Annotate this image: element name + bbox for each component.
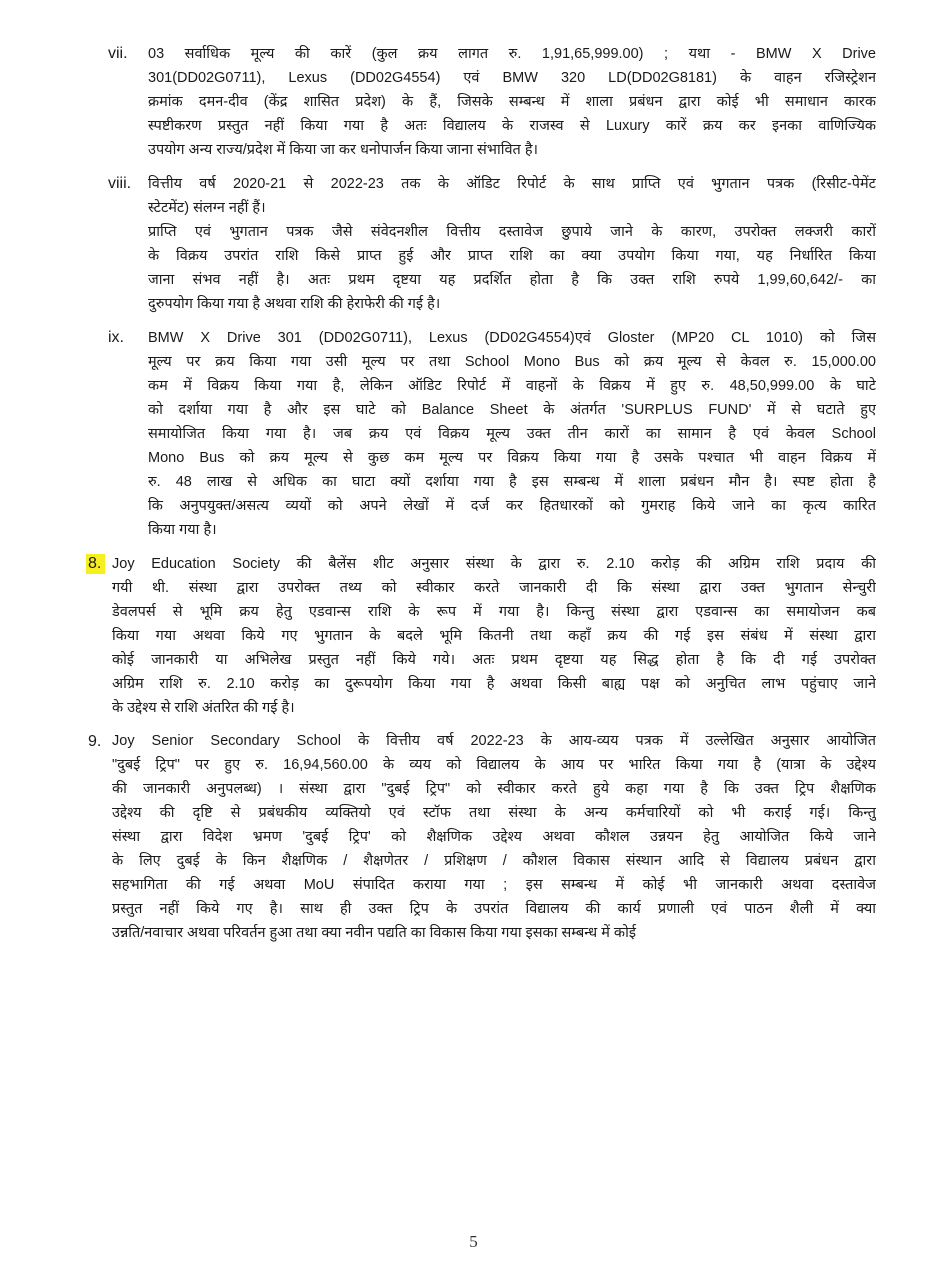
list-marker: viii. (108, 175, 132, 192)
text-line: कम में विक्रय किया गया है, लेकिन ऑडिट रिपोर्ट में वाहनों के विक्रय में हुए रु. 48,50,999.00 के घाटे (148, 378, 876, 394)
text-line: वित्तीय वर्ष 2020-21 से 2022-23 तक के ऑडिट रिपोर्ट के साथ प्राप्ति एवं भुगतान पत्रक (रिसीट-पेमेंट (148, 176, 876, 192)
text-line: के विक्रय उपरांत राशि किसे प्राप्त हुई और प्राप्त राशि का क्या उपयोग किया गया, यह निर्धारित किया (148, 248, 876, 264)
text-line: के उद्देश्य से राशि अंतरित की गई है। (112, 700, 295, 716)
text-line: किया गया अथवा किये गए भुगतान के बदले भूमि कितनी तथा कहाँ क्रय की गई इस संबंध में संस्था द्वारा (112, 628, 876, 644)
text-line: की जानकारी अनुपलब्ध) । संस्था द्वारा "दुबई ट्रिप" को स्वीकार करते हुये कहा गया है कि उक्त ट्रिप शैक्षणिक (112, 781, 876, 797)
text-line: गयी थी. संस्था द्वारा उपरोक्त तथ्य को स्वीकार करते जानकारी दी कि संस्था द्वारा उक्त भुगतान सेन्चुरी (112, 580, 876, 596)
page-number: 5 (469, 1232, 478, 1251)
list-marker: ix. (108, 329, 124, 346)
list-marker: vii. (108, 45, 128, 62)
text-line: मूल्य पर क्रय किया गया उसी मूल्य पर तथा School Mono Bus को क्रय मूल्य से केवल रु. 15,000.00 (148, 354, 876, 370)
text-line: अग्रिम राशि रु. 2.10 करोड़ का दुरूपयोग किया गया है अथवा किसी बाह्य पक्ष को अनुचित लाभ पहुंचाए जाने (112, 676, 876, 692)
text-line: Mono Bus को क्रय मूल्य से कुछ कम मूल्य पर विक्रय किया गया है उसके पश्चात भी वाहन विक्रय में (148, 450, 876, 466)
text-line: "दुबई ट्रिप" पर हुए रु. 16,94,560.00 के व्यय को विद्यालय के आय पर भारित किया गया है (यात्रा के उद्देश्य (112, 757, 876, 773)
list-marker-highlighted: 8. (86, 554, 105, 574)
text-line: समायोजित किया गया है। जब क्रय एवं विक्रय मूल्य उक्त तीन कारों का सामान है एवं केवल School (148, 426, 876, 442)
text-line: उद्देश्य की दृष्टि से प्रबंधकीय व्यक्तियो एवं स्टॉफ तथा संस्था के अन्य कर्मचारियों को भी कराई गई। किन्तु (112, 805, 876, 821)
text-line: प्राप्ति एवं भुगतान पत्रक जैसे संवेदनशील वित्तीय दस्तावेज छुपाये जाने के कारण, उपरोक्त लक्जरी कारों (148, 224, 876, 240)
text-line: रु. 48 लाख से अधिक का घाटा क्यों दर्शाया गया है इस सम्बन्ध में शाला प्रबंधन मौन है। स्पष्ट होता है (148, 474, 876, 490)
text-line: स्पष्टीकरण प्रस्तुत नहीं किया गया है अतः विद्यालय के राजस्व से Luxury कारें क्रय कर इनका वाणिज्यिक (148, 118, 876, 134)
text-line: सहभागिता की गई अथवा MoU संपादित कराया गया ; इस सम्बन्ध में कोई भी जानकारी अथवा दस्तावेज (112, 877, 876, 893)
text-line: BMW X Drive 301 (DD02G0711), Lexus (DD02G4554)एवं Gloster (MP20 CL 1010) को जिस (148, 330, 876, 346)
text-line: Joy Education Society की बैलेंस शीट अनुसार संस्था के द्वारा रु. 2.10 करोड़ की अग्रिम राशि प्रदाय की (112, 556, 876, 572)
text-line: किया गया है। (148, 522, 217, 538)
text-line: जाना संभव नहीं है। अतः प्रथम दृष्टया यह प्रदर्शित होता है कि उक्त राशि रुपये 1,99,60,642/- का (148, 272, 876, 288)
text-line: Joy Senior Secondary School के वित्तीय वर्ष 2022-23 के आय-व्यय पत्रक में उल्लेखित अनुसार आयोजित (112, 733, 876, 749)
text-line: को दर्शाया गया है और इस घाटे को Balance Sheet के अंतर्गत 'SURPLUS FUND' में से घटाते हुए (148, 402, 876, 418)
text-line: संस्था द्वारा विदेश भ्रमण 'दुबई ट्रिप' को शैक्षणिक उद्देश्य अथवा कौशल उन्नयन हेतु आयोजित किये जाने (112, 829, 876, 845)
list-marker: 9. (88, 733, 102, 750)
text-line: कि अनुपयुक्त/असत्य व्ययों को अपने लेखों में दर्ज कर हितधारकों को गुमराह किये जाने का कृत्य कारित (148, 498, 876, 514)
text-line: के लिए दुबई के किन शैक्षणिक / शैक्षणेतर / प्रशिक्षण / कौशल विकास संस्थान आदि से विद्यालय प्रबंधन द्वारा (112, 853, 876, 869)
text-line: 03 सर्वाधिक मूल्य की कारें (कुल क्रय लागत रु. 1,91,65,999.00) ; यथा - BMW X Drive (148, 46, 876, 62)
text-line: दुरुपयोग किया गया है अथवा राशि की हेराफेरी की गई है। (148, 296, 441, 312)
text-line: डेवलपर्स से भूमि क्रय हेतु एडवान्स राशि के रूप में गया है। किन्तु संस्था द्वारा एडवान्स का समायोजन कब (112, 604, 876, 620)
text-line: कोई जानकारी या अभिलेख प्रस्तुत नहीं किये गये। अतः प्रथम दृष्टया यह सिद्ध होता है कि दी गई उपरोक्त (112, 652, 876, 668)
text-line: प्रस्तुत नहीं किये गए है। साथ ही उक्त ट्रिप के उपरांत विद्यालय की कार्य प्रणाली एवं पाठन शैली में क्या (112, 901, 876, 917)
text-line: उन्नति/नवाचार अथवा परिवर्तन हुआ तथा क्या नवीन पद्यति का विकास किया गया इसका सम्बन्ध में कोई (112, 925, 636, 941)
text-line: क्रमांक दमन-दीव (केंद्र शासित प्रदेश) के हैं, जिसके सम्बन्ध में शाला प्रबंधन द्वारा कोई भी समाधान कारक (148, 94, 876, 110)
text-line: स्टेटमेंट) संलग्न नहीं हैं। (148, 200, 266, 216)
text-line: उपयोग अन्य राज्य/प्रदेश में किया जा कर धनोपार्जन किया जाना संभावित है। (148, 142, 539, 158)
text-line: 301(DD02G0711), Lexus (DD02G4554) एवं BMW 320 LD(DD02G8181) के वाहन रजिस्ट्रेशन (148, 70, 876, 86)
